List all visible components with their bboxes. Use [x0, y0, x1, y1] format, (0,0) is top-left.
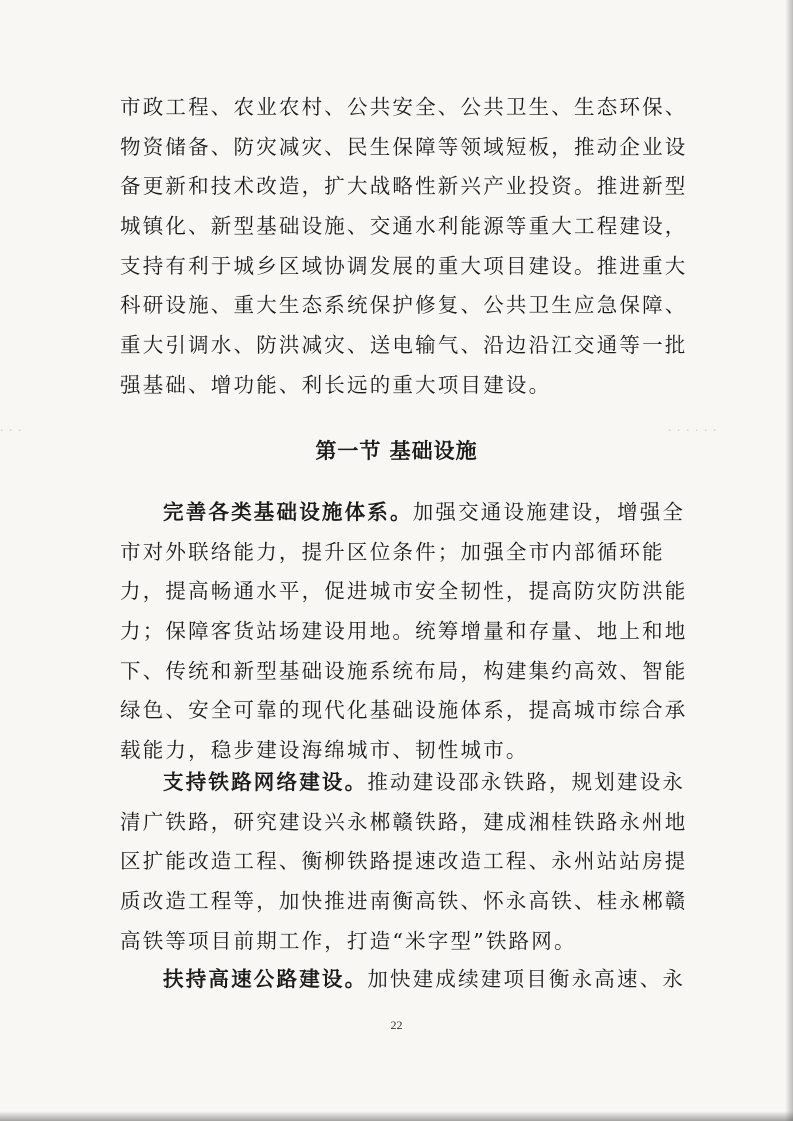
- paragraph-lead-heading: 完善各类基础设施体系。: [163, 500, 413, 524]
- text-line: 区扩能改造工程、衡柳铁路提速改造工程、永州站站房提: [120, 849, 688, 874]
- text-line: 质改造工程等，加快推进南衡高铁、怀永高铁、桂永郴赣: [120, 889, 688, 914]
- scan-edge-bottom: [0, 1111, 793, 1121]
- text-line: 物资储备、防灾减灾、民生保障等领域短板，推动企业设: [120, 134, 688, 159]
- paragraph-railway: [120, 763, 688, 961]
- text-line: 备更新和技术改造，扩大战略性新兴产业投资。推进新型: [120, 174, 688, 199]
- text-line: 科研设施、重大生态系统保护修复、公共卫生应急保障、: [120, 293, 688, 318]
- text-line: 重大引调水、防洪减灾、送电输气、沿边沿江交通等一批: [120, 333, 688, 358]
- text-line: 下、传统和新型基础设施系统布局，构建集约高效、智能: [120, 658, 688, 683]
- text-line: 市政工程、农业农村、公共安全、公共卫生、生态环保、: [120, 95, 688, 119]
- paragraph-first-line: [120, 960, 686, 1000]
- text-line: 清广铁路，研究建设兴永郴赣铁路，建成湘桂铁路永州地: [120, 809, 688, 834]
- page-number: 22: [390, 1018, 403, 1032]
- scan-artifact-right: · · · · · ·: [668, 424, 718, 437]
- text-line: 城镇化、新型基础设施、交通水利能源等重大工程建设，: [120, 214, 688, 239]
- paragraph-infrastructure-system: [120, 493, 688, 771]
- text-line: 力；保障客货站场建设用地。统筹增量和存量、地上和地: [120, 619, 688, 644]
- paragraph-lead-text: 加强交通设施建设，增强全: [412, 500, 686, 524]
- text-line: 强基础、增功能、利长远的重大项目建设。: [120, 372, 552, 397]
- section-heading: 第一节 基础设施: [315, 438, 478, 463]
- scan-artifact-left: · · ·: [0, 424, 23, 437]
- paragraph-first-line: [120, 493, 686, 533]
- text-line: 市对外联络能力，提升区位条件；加强全市内部循环能: [120, 539, 665, 564]
- intro-paragraph: [120, 88, 688, 406]
- paragraph-lead-heading: 扶持高速公路建设。: [163, 967, 368, 991]
- paragraph-lead-text: 推动建设邵永铁路，规划建设永: [367, 770, 686, 794]
- text-line: 支持有利于城乡区域协调发展的重大项目建设。推进重大: [120, 253, 688, 278]
- paragraph-lead-text: 加快建成续建项目衡永高速、永: [367, 967, 686, 991]
- text-line: 力，提高畅通水平，促进城市安全韧性，提高防灾防洪能: [120, 579, 688, 604]
- text-line: 载能力，稳步建设海绵城市、韧性城市。: [120, 738, 529, 763]
- paragraph-lead-heading: 支持铁路网络建设。: [163, 770, 368, 794]
- text-line: 高铁等项目前期工作，打造“米字型”铁路网。: [120, 928, 577, 953]
- text-line: 绿色、安全可靠的现代化基础设施体系，提高城市综合承: [120, 698, 688, 723]
- scan-edge-right: [785, 0, 793, 1121]
- paragraph-first-line: [120, 763, 686, 803]
- paragraph-expressway: [120, 960, 686, 1000]
